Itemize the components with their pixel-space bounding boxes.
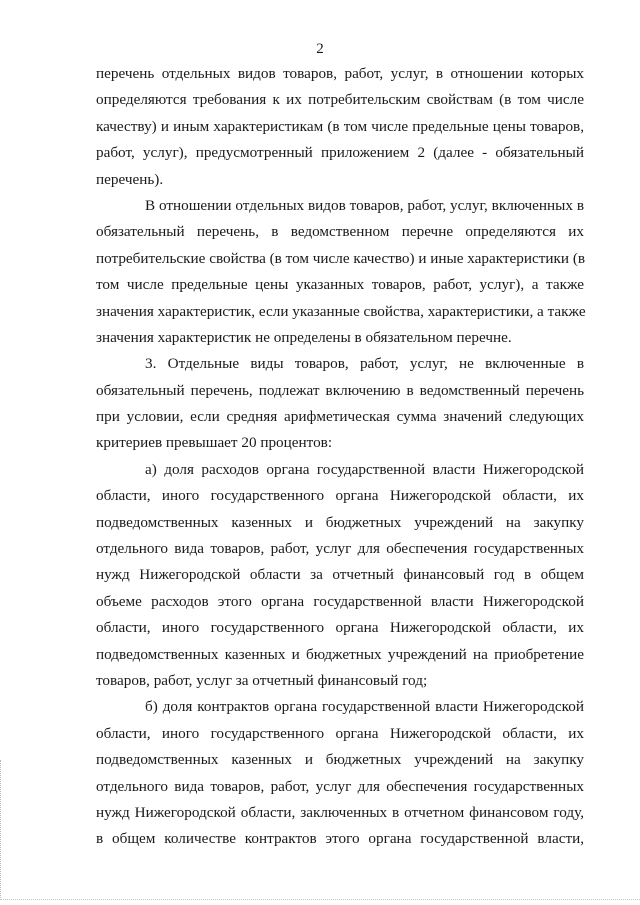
text-line: значения характеристик, если указанные свойства, характеристики, а также (96, 302, 586, 320)
text-line: определяются требования к их потребительским свойствам (в том числе (96, 91, 584, 109)
text-line: критериев превышает 20 процентов: (96, 434, 333, 452)
text-line: нужд Нижегородской области за отчетный финансовый год в общем (96, 566, 584, 584)
text-line: обязательный перечень, в ведомственном перечне определяются их (96, 223, 584, 241)
text-line: а) доля расходов органа государственной власти Нижегородской (145, 460, 584, 478)
text-line: перечень отдельных видов товаров, работ, услуг, в отношении которых (96, 65, 584, 82)
text-line: подведомственных казенных и бюджетных учреждений на приобретение (96, 645, 584, 663)
text-line: товаров, работ, услуг за отчетный финансовый год; (96, 671, 428, 689)
text-line: перечень). (96, 170, 164, 188)
text-line: нужд Нижегородской области, заключенных в отчетном финансовом году, (96, 803, 584, 821)
document-body (96, 61, 584, 853)
text-line: при условии, если средняя арифметическая сумма значений следующих (96, 408, 584, 426)
text-line: качеству) и иным характеристикам (в том числе предельные цены товаров, (96, 117, 584, 135)
scan-bottom-edge (0, 899, 640, 903)
text-line: 3. Отдельные виды товаров, работ, услуг, не включенные в (145, 355, 584, 373)
text-line: в общем количестве контрактов этого органа государственной власти, (96, 830, 584, 848)
text-line: области, иного государственного органа Нижегородской области, их (96, 724, 584, 742)
text-line: подведомственных казенных и бюджетных учреждений на закупку (96, 513, 584, 531)
text-line: области, иного государственного органа Нижегородской области, их (96, 619, 584, 637)
text-line: значения характеристик не определены в обязательном перечне. (96, 328, 512, 346)
text-line: работ, услуг), предусмотренный приложением 2 (далее - обязательный (96, 144, 584, 162)
text-line: подведомственных казенных и бюджетных учреждений на закупку (96, 751, 584, 769)
text-line: обязательный перечень, подлежат включению в ведомственный перечень (96, 381, 584, 399)
text-line: том числе предельные цены указанных товаров, работ, услуг), а также (96, 276, 584, 294)
page-number: 2 (316, 41, 324, 57)
scan-margin-mark (0, 760, 4, 900)
text-line: отдельного вида товаров, работ, услуг для обеспечения государственных (96, 540, 584, 558)
text-line: отдельного вида товаров, работ, услуг для обеспечения государственных (96, 777, 584, 795)
text-line: области, иного государственного органа Нижегородской области, их (96, 487, 584, 505)
text-line: б) доля контрактов органа государственной власти Нижегородской (145, 698, 584, 716)
text-line: объеме расходов этого органа государственной власти Нижегородской (96, 592, 584, 610)
text-line: потребительские свойства (в том числе качество) и иные характеристики (в (96, 249, 586, 267)
text-line: В отношении отдельных видов товаров, работ, услуг, включенных в (145, 196, 584, 214)
